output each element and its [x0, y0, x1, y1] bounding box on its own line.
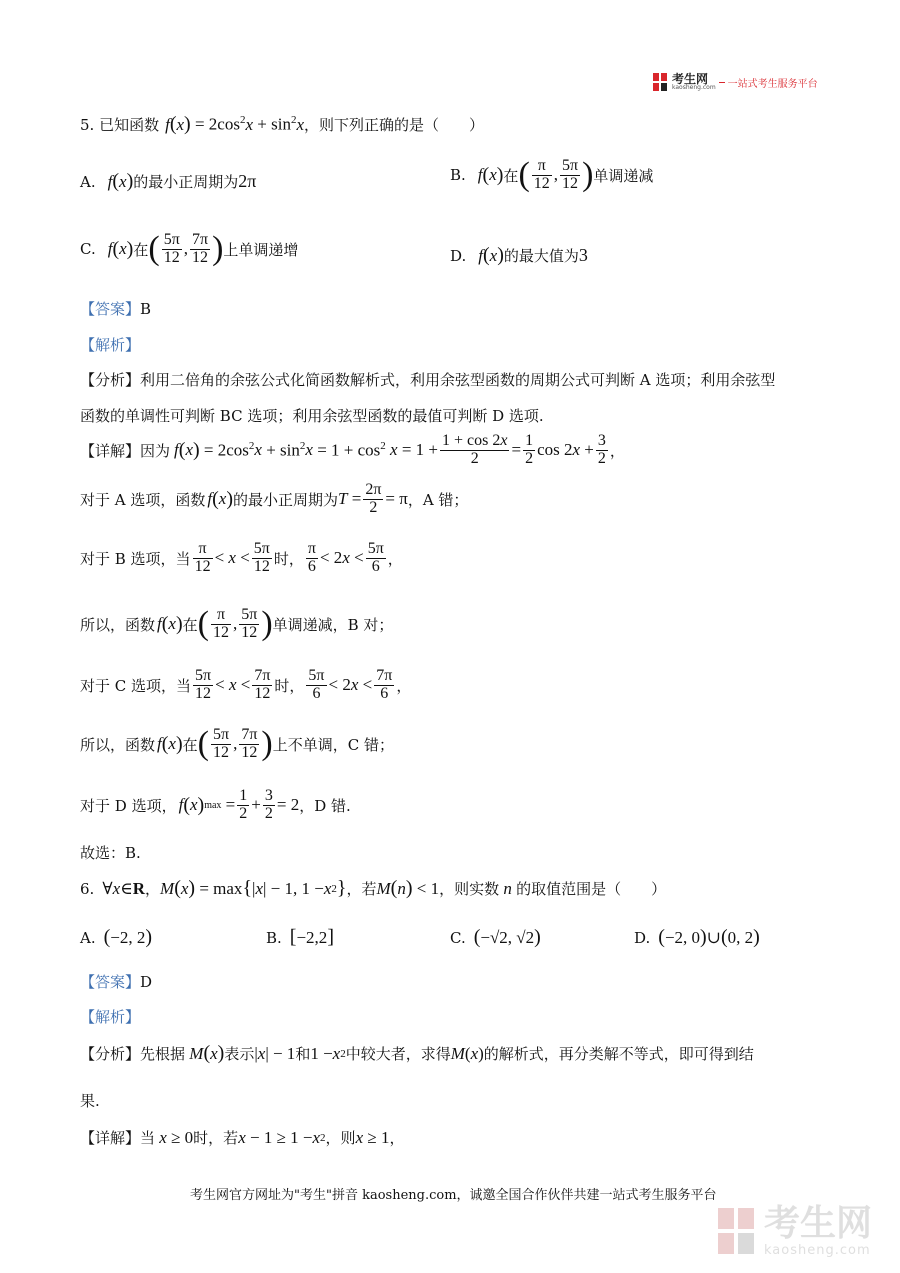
q5-option-b[interactable]: B. f ( x ) 在 ( $\frac{\pi}{12}$ , $\frac{5\pi}{12}$ ) 单调递减	[450, 156, 654, 194]
q6-stem: 6. ∀ x ∈ R ， M ( x ) = max { | x | − 1, 1 − x 2 } ，若 M ( n ) < 1 ，则实数 n 的取值范围是（ ）	[80, 877, 667, 899]
header-logo	[653, 73, 818, 91]
q5-detail-c2: 所以，函数 f ( x ) 在 ( $\frac{5\pi}{12}$ , $\frac{7\pi}{12}$ ) 上不单调，C 错；	[80, 725, 394, 763]
q5-stem: 5. 已知函数 f ( x ) = $2\cos^2$ x + $\sin^2$ x ，则下列正确的是（ ）	[80, 113, 485, 135]
q5-detail-line1: 【详解】 因为 f ( x ) = $2\cos^2$ x + $\sin^2$ x = $1 + \cos^2$ x = 1 + $\frac{1 + \cos 2x}{2}$ = $\frac{1}{2}$ cos 2 x + $\frac{3}{2}$ ，	[80, 432, 625, 467]
q5-detail-b2: 所以，函数 f ( x ) 在 ( $\frac{\pi}{12}$ , $\frac{5\pi}{12}$ ) 单调递减，B 对；	[80, 605, 394, 643]
q6-fenxi-line2: 果.	[80, 1092, 100, 1110]
brand-domain: kaosheng.com	[672, 84, 716, 91]
logo-mark-icon	[653, 73, 669, 91]
q5-option-c[interactable]: C. f ( x ) 在 ( $\frac{5\pi}{12}$ , $\frac{7\pi}{12}$ ) 上单调递增	[80, 230, 299, 268]
q5-fenxi-line2: 函数的单调性可判断 BC 选项；利用余弦型函数的最值可判断 D 选项.	[80, 407, 544, 425]
q5-answer: 【答案】 B	[80, 299, 152, 318]
q5-detail-c: 对于 C 选项，当 $\frac{5\pi}{12}$ < x < $\frac{7\pi}{12}$ 时， $\frac{5\pi}{6}$ < 2 x < $\frac{7\pi}{6}$ ，	[80, 667, 412, 702]
q5-detail-a: 对于 A 选项，函数 f ( x ) 的最小正周期为 T = $\frac{2\pi}{2}$ = π ，A 错；	[80, 481, 469, 516]
brand-name: 考生网	[672, 72, 709, 86]
q6-analysis-tag: 【解析】	[80, 1008, 141, 1026]
brand-slogan: 一站式考生服务平台	[727, 78, 818, 90]
watermark-brand: 考生网	[764, 1203, 873, 1244]
q5-fenxi-line1: 【分析】利用二倍角的余弦公式化简函数解析式，利用余弦型函数的周期公式可判断 A 选项；利用余弦型	[80, 371, 776, 389]
footer-text: 考生网官方网址为"考生"拼音 kaosheng.com，诚邀全国合作伙伴共建一站式考生服务平台	[190, 1188, 717, 1203]
q6-detail-line1: 【详解】 当 x ≥ 0 时，若 x − 1 ≥ 1 − x 2 ，则 x ≥ 1 ，	[80, 1127, 405, 1147]
q5-option-a[interactable]: A. f ( x ) 的最小正周期为 2π	[80, 170, 257, 192]
q5-analysis-tag: 【解析】	[80, 336, 141, 354]
q6-option-d[interactable]: D. ( −2, 0 ) ∪ ( 0, 2 )	[634, 926, 760, 948]
q5-option-d[interactable]: D. f ( x ) 的最大值为 3	[450, 244, 588, 266]
q5-detail-b: 对于 B 选项，当 $\frac{\pi}{12}$ < x < $\frac{5\pi}{12}$ 时， $\frac{\pi}{6}$ < 2 x < $\frac{5\pi}{6}$ ，	[80, 540, 403, 575]
q6-option-a[interactable]: A. ( −2, 2 )	[80, 926, 153, 948]
q6-option-b[interactable]: B. [ −2,2 ]	[266, 926, 334, 948]
watermark-mark-icon	[718, 1208, 758, 1256]
q5-conclusion: 故选：B.	[80, 844, 141, 862]
q5-detail-d: 对于 D 选项， f ( x ) max = $\frac{1}{2}$ + $\frac{3}{2}$ = 2 ，D 错.	[80, 787, 351, 822]
watermark-domain: kaosheng.com	[764, 1243, 871, 1258]
q6-option-c[interactable]: C. ( −√2, √2 )	[450, 926, 541, 948]
q6-fenxi-line1: 【分析】 先根据 M ( x ) 表示 | x | − 1 和 1 − x 2 中较大者，求得 M ( x ) 的解析式，再分类解不等式，即可得到结	[80, 1042, 754, 1064]
watermark-logo	[718, 1203, 873, 1258]
q6-answer: 【答案】 D	[80, 972, 153, 991]
